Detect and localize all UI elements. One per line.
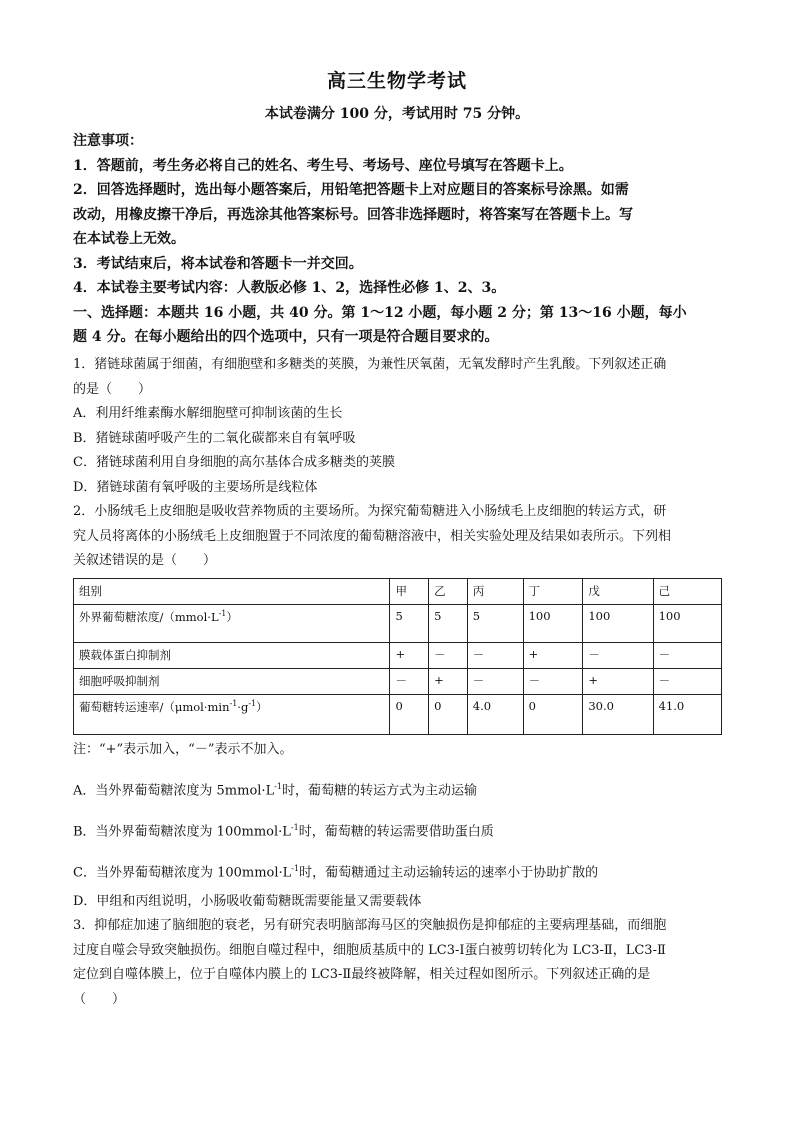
- table-header-cell: 乙: [429, 579, 468, 605]
- table-cell: －: [429, 643, 468, 669]
- q2-stem: 关叙述错误的是（ ）: [73, 553, 217, 568]
- table-cell: 0: [429, 695, 468, 735]
- table-header-cell: 丙: [467, 579, 523, 605]
- table-cell: 0: [390, 695, 429, 735]
- experiment-table: [73, 578, 722, 735]
- table-header-cell: 戊: [583, 579, 653, 605]
- table-cell: 5: [390, 605, 429, 643]
- row-label-concentration: 外界葡萄糖浓度$/(mmol\cdot L^{-1})$: [74, 605, 390, 643]
- notice-line: 3．考试结束后，将本试卷和答题卡一并交回。: [73, 255, 363, 272]
- q2-option-d: D．甲组和丙组说明，小肠吸收葡萄糖既需要能量又需要载体: [73, 894, 422, 909]
- q3-stem: （ ）: [73, 991, 126, 1007]
- notice-section: [73, 129, 723, 350]
- table-cell: 100: [523, 605, 583, 643]
- q3-stem: 过度自噬会导致突触损伤。细胞自噬过程中，细胞质基质中的 LC3-Ⅰ蛋白被剪切转化为 LC3-Ⅱ，LC3-Ⅱ: [73, 942, 666, 958]
- section-heading-line: 题 4 分。在每小题给出的四个选项中，只有一项是符合题目要求的。: [73, 329, 499, 345]
- q3-stem: 定位到自噬体膜上，位于自噬体内膜上的 LC3-Ⅱ最终被降解，相关过程如图所示。下列叙述正确的是: [73, 967, 651, 982]
- table-cell: 0: [523, 695, 583, 735]
- row-label-carrier-inhibitor: 膜载体蛋白抑制剂: [74, 643, 390, 669]
- table-cell: 41.0: [653, 695, 721, 735]
- notice-heading: 注意事项：: [73, 133, 143, 149]
- table-cell: －: [653, 643, 721, 669]
- table-cell: +: [583, 669, 653, 695]
- q2-stem: 2．小肠绒毛上皮细胞是吸收营养物质的主要场所。为探究葡萄糖进入小肠绒毛上皮细胞的转运方式，研: [73, 504, 667, 519]
- section-heading-line: 一、选择题：本题共 16 小题，共 40 分。第 1～12 小题，每小题 2 分；第 13～16 小题，每小: [73, 304, 687, 321]
- notice-line: 改动，用橡皮擦干净后，再选涂其他答案标号。回答非选择题时，将答案写在答题卡上。写: [73, 206, 633, 223]
- q1-stem: 的是（ ）: [73, 381, 152, 397]
- notice-line: 在本试卷上无效。: [73, 231, 185, 247]
- table-row: [74, 669, 722, 695]
- table-cell: 100: [583, 605, 653, 643]
- notice-line: 1．答题前，考生务必将自己的姓名、考生号、考场号、座位号填写在答题卡上。: [73, 157, 573, 174]
- table-note: 注：“+”表示加入，“－”表示不加入。: [73, 742, 293, 757]
- table-row: [74, 643, 722, 669]
- table-cell: －: [390, 669, 429, 695]
- question-1: [73, 353, 723, 574]
- row-label-transport-rate: 葡萄糖转运速率$/(\mu mol\cdot\min^{-1}\cdot g^{-1})$: [74, 695, 390, 735]
- q2-stem: 究人员将离体的小肠绒毛上皮细胞置于不同浓度的葡萄糖溶液中，相关实验处理及结果如表所示。下列相: [73, 528, 672, 544]
- q2-option-a: A．当外界葡萄糖浓度为 $5mmol\cdot L^{-1}$时，葡萄糖的转运方式为主动运输: [73, 782, 478, 799]
- q1-option-d: D．猪链球菌有氧呼吸的主要场所是线粒体: [73, 479, 318, 495]
- q1-option-a: A．利用纤维素酶水解细胞壁可抑制该菌的生长: [73, 406, 343, 421]
- table-cell: 5: [467, 605, 523, 643]
- exam-title: 高三生物学考试: [326, 70, 467, 92]
- table-cell: 30.0: [583, 695, 653, 735]
- table-header-cell: 甲: [390, 579, 429, 605]
- table-cell: +: [523, 643, 583, 669]
- table-cell: 100: [653, 605, 721, 643]
- notice-line: 4．本试卷主要考试内容：人教版必修 1、2，选择性必修 1、2、3。: [73, 280, 506, 296]
- table-row: [74, 605, 722, 643]
- table-cell: －: [653, 669, 721, 695]
- table-cell: －: [523, 669, 583, 695]
- table-cell: 4.0: [467, 695, 523, 735]
- table-header-cell: 己: [653, 579, 721, 605]
- table-cell: －: [583, 643, 653, 669]
- notice-line: 2．回答选择题时，选出每小题答案后，用铅笔把答题卡上对应题目的答案标号涂黑。如需: [73, 182, 629, 198]
- question-3: [73, 914, 723, 1012]
- table-header-cell: 丁: [523, 579, 583, 605]
- row-label-respiration-inhibitor: 细胞呼吸抑制剂: [74, 669, 390, 695]
- table-header-row: [74, 579, 722, 605]
- table-cell: －: [467, 643, 523, 669]
- table-cell: 5: [429, 605, 468, 643]
- table-cell: +: [390, 643, 429, 669]
- q1-option-b: B．猪链球菌呼吸产生的二氧化碳都来自有氧呼吸: [73, 430, 356, 446]
- table-header-cell: 组别: [74, 579, 390, 605]
- exam-subtitle: 本试卷满分 100 分，考试用时 75 分钟。: [264, 106, 530, 122]
- q2-option-b: B．当外界葡萄糖浓度为 $100mmol\cdot L^{-1}$时，葡萄糖的转运需要借助蛋白质: [73, 823, 494, 840]
- table-cell: +: [429, 669, 468, 695]
- table-cell: －: [467, 669, 523, 695]
- q1-stem: 1．猪链球菌属于细菌，有细胞壁和多糖类的荚膜，为兼性厌氧菌，无氧发酵时产生乳酸。下列叙述正确: [73, 357, 667, 372]
- table-row: [74, 695, 722, 735]
- q2-option-c: C．当外界葡萄糖浓度为 $100mmol\cdot L^{-1}$时，葡萄糖通过主动运输转运的速率小于协助扩散的: [73, 864, 599, 881]
- q1-option-c: C．猪链球菌利用自身细胞的高尔基体合成多糖类的荚膜: [73, 455, 395, 470]
- q3-stem: 3．抑郁症加速了脑细胞的衰老，另有研究表明脑部海马区的突触损伤是抑郁症的主要病理基础，而细胞: [73, 918, 667, 933]
